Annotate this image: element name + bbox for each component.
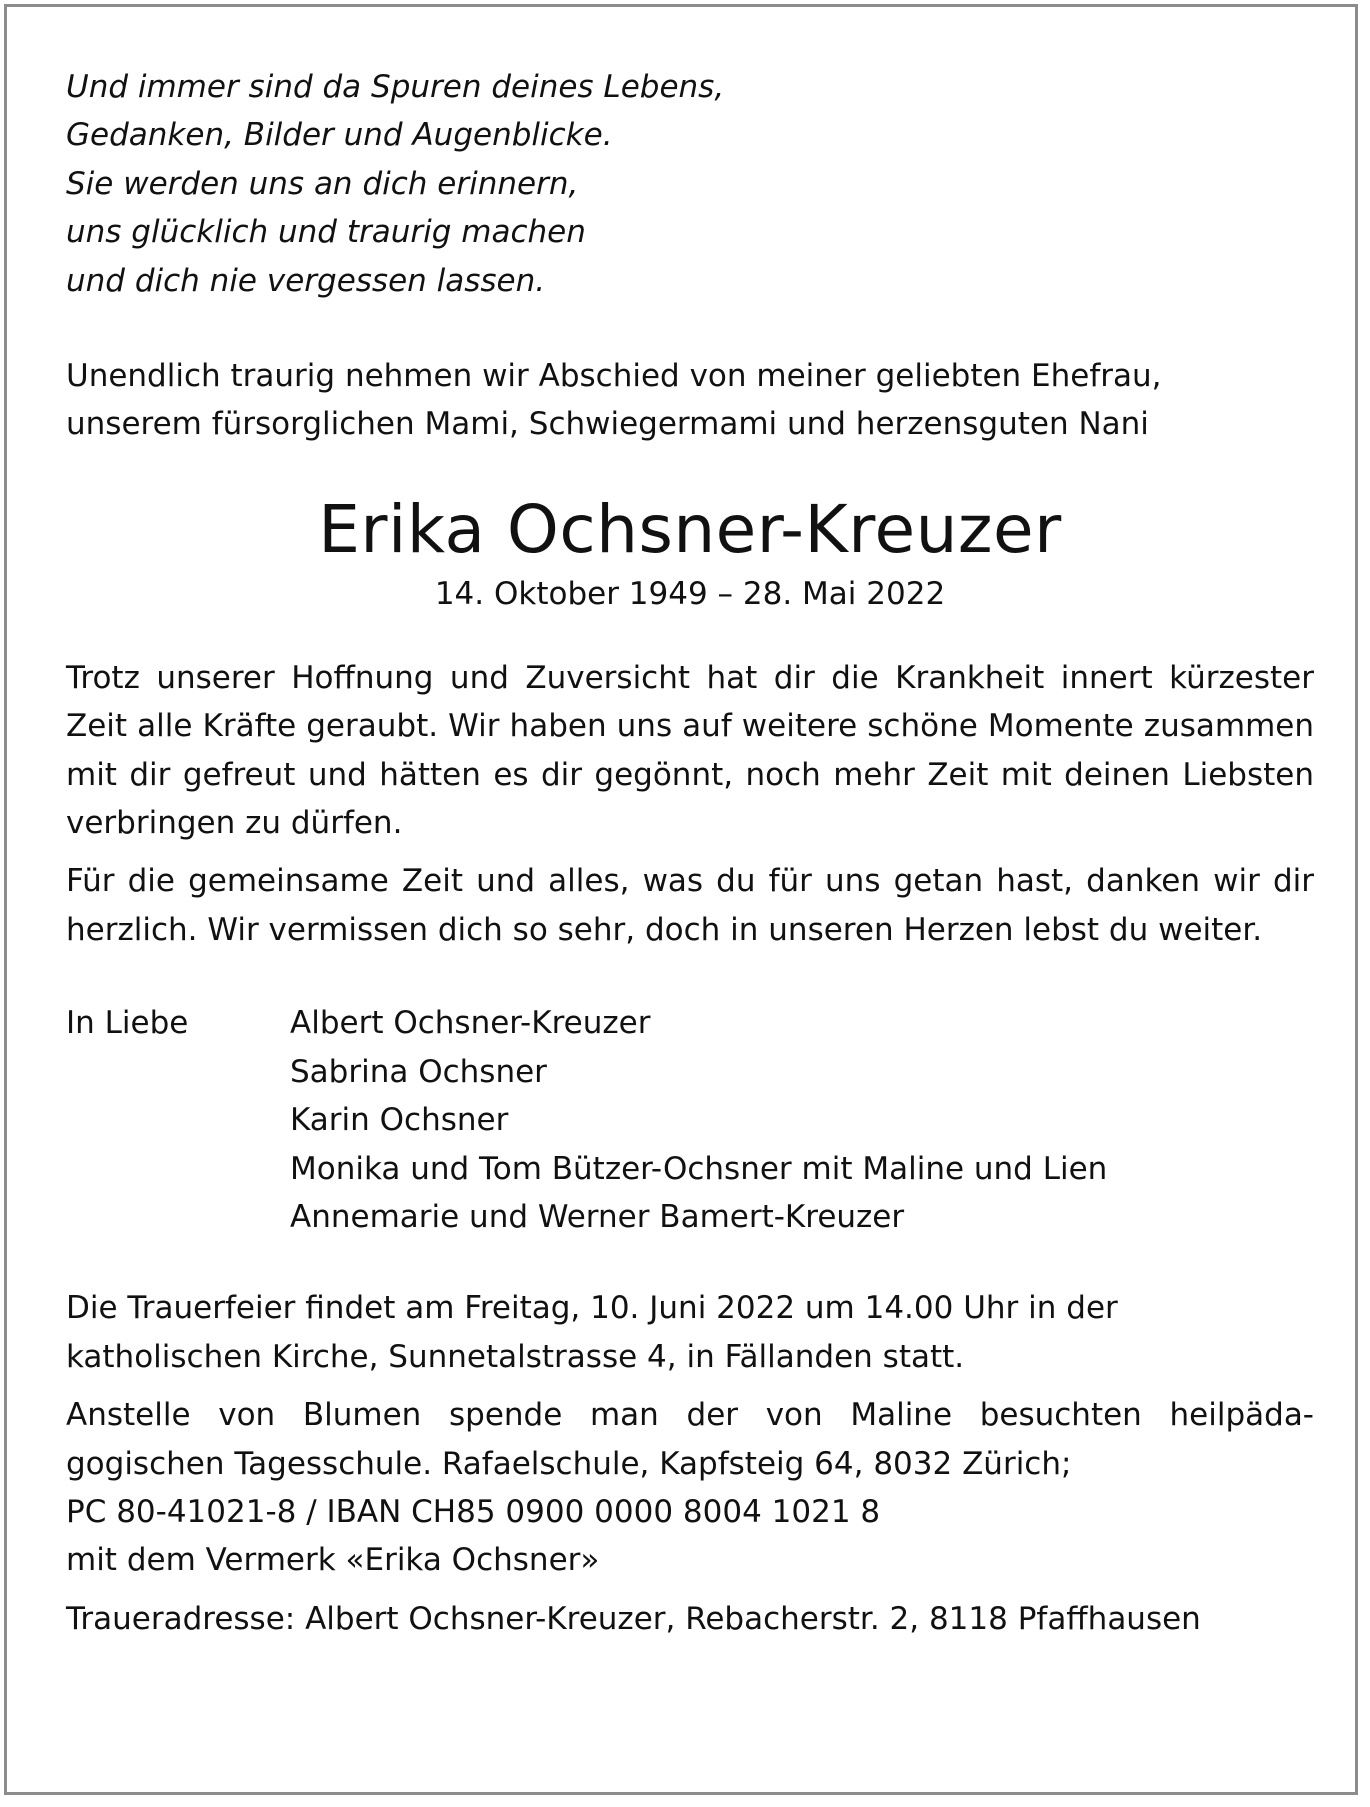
signoff-label: In Liebe bbox=[66, 1005, 189, 1042]
signoff bbox=[66, 999, 1314, 1241]
funeral-service-info bbox=[66, 1284, 1314, 1381]
donation-line: gogischen Tagesschule. Rafaelschule, Kapfsteig 64, 8032 Zürich; bbox=[66, 1445, 1072, 1482]
mourners-list bbox=[290, 999, 1314, 1241]
mourner-name: Albert Ochsner-Kreuzer bbox=[290, 1005, 651, 1042]
donation-line: PC 80-41021-8 / IBAN CH85 0900 0000 8004 1021 8 bbox=[66, 1493, 881, 1530]
poem-line: und dich nie vergessen lassen. bbox=[66, 262, 546, 299]
service-line: Die Trauerfeier findet am Freitag, 10. Juni 2022 um 14.00 Uhr in der bbox=[66, 1290, 1118, 1327]
deceased-name: Erika Ochsner-Kreuzer bbox=[318, 490, 1062, 568]
poem-line: uns glücklich und traurig machen bbox=[66, 214, 586, 251]
mourner-name: Sabrina Ochsner bbox=[290, 1053, 547, 1090]
poem-line: Gedanken, Bilder und Augenblicke. bbox=[66, 117, 613, 154]
mourning-address: Traueradresse: Albert Ochsner-Kreuzer, Rebacherstr. 2, 8118 Pfaffhausen bbox=[66, 1600, 1201, 1637]
donation-line: Anstelle von Blumen spende man der von Maline besuchten heilpäda- bbox=[66, 1397, 1314, 1434]
intro-line: unserem fürsorglichen Mami, Schwiegermami und herzensguten Nani bbox=[66, 406, 1149, 443]
life-dates: 14. Oktober 1949 – 28. Mai 2022 bbox=[434, 575, 946, 612]
service-line: katholischen Kirche, Sunnetalstrasse 4, in Fällanden statt. bbox=[66, 1338, 965, 1375]
tribute-paragraph: Trotz unserer Hoffnung und Zuversicht hat dir die Krankheit innert kürzester Zeit alle Kräfte geraubt. Wir haben uns auf weitere schöne Momente zusammen mit dir gefreut und hätten es dir gegönnt, noch mehr Zeit mit deinen Liebsten verbringen zu dürfen. bbox=[66, 659, 1314, 842]
obituary-content bbox=[66, 63, 1314, 1643]
poem bbox=[66, 63, 1314, 305]
thanks-paragraph: Für die gemeinsame Zeit und alles, was du für uns getan hast, danken wir dir herzlich. Wir vermissen dich so sehr, doch in unseren Herzen lebst du weiter. bbox=[66, 863, 1314, 948]
mourner-name: Annemarie und Werner Bamert-Kreuzer bbox=[290, 1198, 905, 1235]
donation-line: mit dem Vermerk «Erika Ochsner» bbox=[66, 1542, 600, 1579]
mourner-name: Karin Ochsner bbox=[290, 1102, 509, 1139]
obituary-frame bbox=[4, 4, 1358, 1795]
intro-line: Unendlich traurig nehmen wir Abschied von meiner geliebten Ehefrau, bbox=[66, 358, 1162, 395]
poem-line: Sie werden uns an dich erinnern, bbox=[66, 165, 579, 202]
intro-text bbox=[66, 352, 1314, 449]
mourner-name: Monika und Tom Bützer-Ochsner mit Maline und Lien bbox=[290, 1150, 1108, 1187]
donation-info bbox=[66, 1391, 1314, 1585]
poem-line: Und immer sind da Spuren deines Lebens, bbox=[66, 69, 725, 105]
